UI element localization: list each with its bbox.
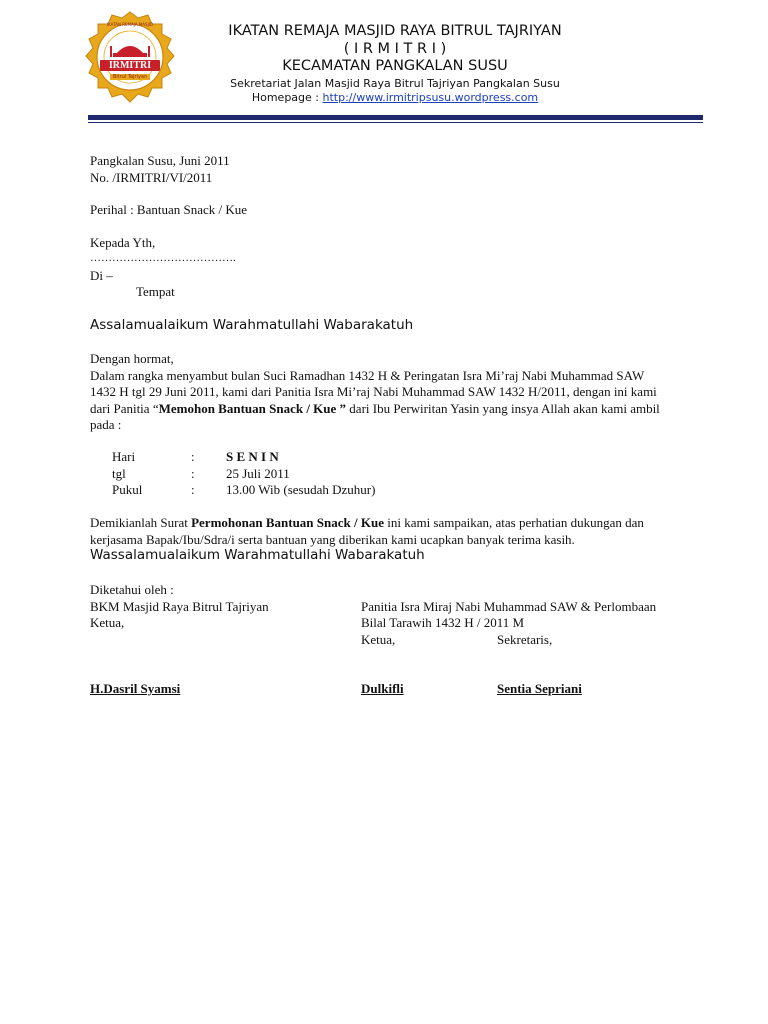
di-label: Di – bbox=[90, 268, 113, 283]
closing-line-1 bbox=[90, 515, 644, 531]
tempat-label: Tempat bbox=[136, 284, 175, 299]
farewell: Wassalamualaikum Warahmatullahi Wabarakatuh bbox=[90, 547, 425, 563]
org-abbr: ( I R M I T R I ) bbox=[343, 41, 447, 57]
body-line-4: pada : bbox=[90, 417, 122, 432]
recipient-label: Kepada Yth, bbox=[90, 235, 156, 250]
place-date: Pangkalan Susu, Juni 2011 bbox=[90, 153, 230, 168]
chair-signatory-name: Dulkifli bbox=[361, 681, 404, 696]
header-rule-thin bbox=[88, 122, 703, 123]
body-line-3-pre: dari Panitia “ bbox=[90, 401, 159, 416]
schedule-time-value: 13.00 Wib (sesudah Dzuhur) bbox=[226, 482, 376, 497]
closing-highlight: Permohonan Bantuan Snack / Kue bbox=[191, 515, 384, 530]
right-org-line-2: Bilal Tarawih 1432 H / 2011 M bbox=[361, 615, 525, 630]
homepage-line bbox=[180, 91, 610, 104]
schedule-day-value: S E N I N bbox=[226, 449, 279, 464]
org-address: Sekretariat Jalan Masjid Raya Bitrul Tajriyan Pangkalan Susu bbox=[230, 77, 560, 90]
closing-line-1-pre: Demikianlah Surat bbox=[90, 515, 192, 530]
schedule-day-sep: : bbox=[191, 449, 195, 464]
logo-top-text: IKATAN REMAJA MASJID bbox=[106, 22, 154, 27]
schedule-time-label: Pukul bbox=[112, 482, 143, 497]
schedule-time-sep: : bbox=[191, 482, 195, 497]
body-line-1: Dalam rangka menyambut bulan Suci Ramadhan 1432 H & Peringatan Isra Mi’raj Nabi Muhammad SAW bbox=[90, 368, 645, 383]
schedule-day-label: Hari bbox=[112, 449, 136, 464]
greeting: Assalamualaikum Warahmatullahi Wabarakatuh bbox=[90, 317, 414, 333]
logo-sub-text: Bitrul Tajriyan bbox=[112, 74, 148, 80]
homepage-link[interactable]: http://www.irmitripsusu.wordpress.com bbox=[322, 91, 539, 104]
header-rule-thick bbox=[88, 115, 703, 120]
recipient-blank: …………………………………. bbox=[90, 252, 236, 264]
known-by: Diketahui oleh : bbox=[90, 582, 174, 597]
closing-line-2: kerjasama Bapak/Ibu/Sdra/i serta bantuan yang diberikan kami ucapkan banyak terima kasih. bbox=[90, 532, 575, 547]
secretary-signatory-name: Sentia Sepriani bbox=[497, 681, 582, 696]
body-line-3 bbox=[90, 401, 660, 417]
body-line-2: 1432 H tgl 29 Juni 2011, kami dari Panitia Isra Mi’raj Nabi Muhammad SAW 1432 H/2011, dengan ini kami bbox=[90, 384, 657, 399]
right-role-chair: Ketua, bbox=[361, 632, 396, 647]
request-highlight: Memohon Bantuan Snack / Kue ” bbox=[158, 401, 347, 416]
right-role-secretary: Sekretaris, bbox=[497, 632, 553, 647]
letter-subject: Perihal : Bantuan Snack / Kue bbox=[90, 202, 248, 217]
schedule-date-value: 25 Juli 2011 bbox=[226, 466, 290, 481]
logo-banner-text: IRMITRI bbox=[108, 60, 152, 71]
body-line-3-post: dari Ibu Perwiritan Yasin yang insya Allah akan kami ambil bbox=[346, 401, 660, 416]
homepage-label: Homepage : bbox=[251, 91, 323, 104]
schedule-date-label: tgl bbox=[112, 466, 126, 481]
closing-line-1-post: ini kami sampaikan, atas perhatian dukungan dan bbox=[383, 515, 644, 530]
left-role: Ketua, bbox=[90, 615, 125, 630]
schedule-date-sep: : bbox=[191, 466, 195, 481]
left-signatory-name: H.Dasril Syamsi bbox=[90, 681, 181, 696]
letter-number: No. /IRMITRI/VI/2011 bbox=[90, 170, 213, 185]
right-org-line-1: Panitia Isra Miraj Nabi Muhammad SAW & Perlombaan bbox=[361, 599, 657, 614]
org-name: IKATAN REMAJA MASJID RAYA BITRUL TAJRIYAN bbox=[228, 23, 562, 39]
opening: Dengan hormat, bbox=[90, 351, 174, 366]
org-district: KECAMATAN PANGKALAN SUSU bbox=[282, 58, 508, 74]
left-org: BKM Masjid Raya Bitrul Tajriyan bbox=[90, 599, 269, 614]
